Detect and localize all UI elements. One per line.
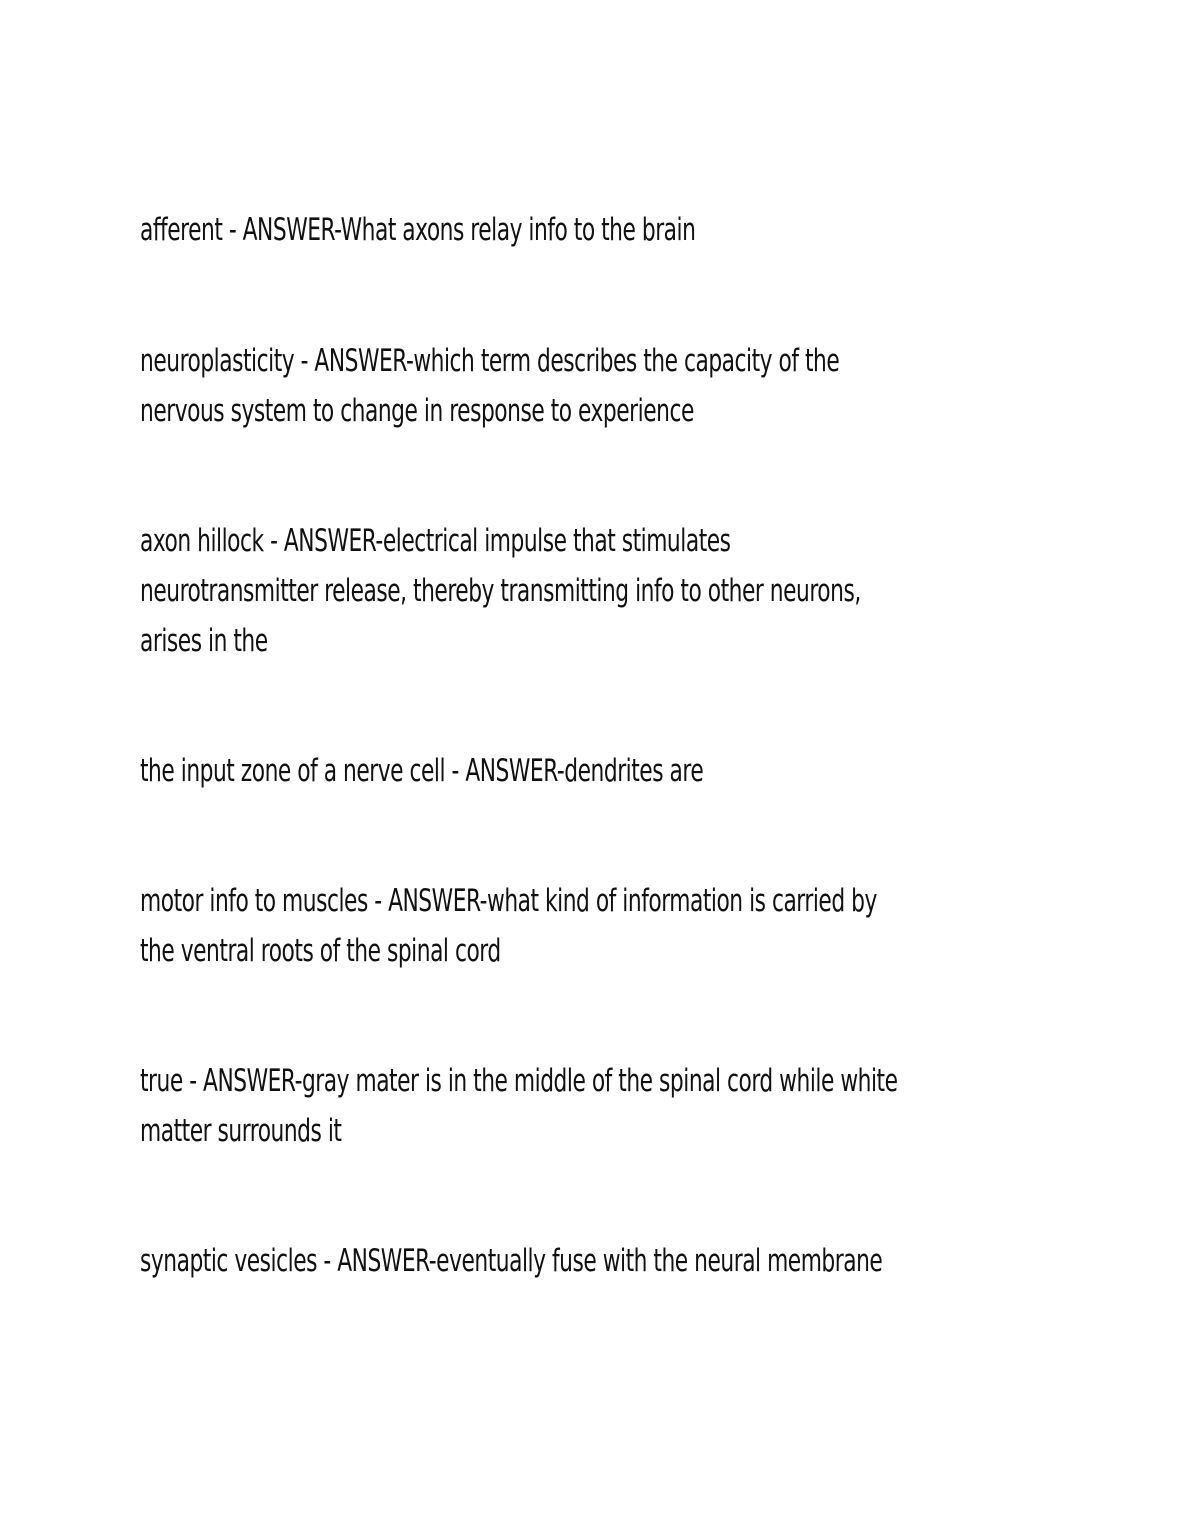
entry-line: nervous system to change in response to experience	[140, 393, 694, 429]
entry-line: the input zone of a nerve cell - ANSWER-dendrites are	[140, 753, 704, 789]
entry-line: afferent - ANSWER-What axons relay info to the brain	[140, 212, 696, 248]
entry-line: matter surrounds it	[140, 1113, 342, 1149]
qa-entry-synaptic-vesicles	[140, 1236, 1060, 1286]
qa-entry-gray-matter	[140, 1056, 1060, 1156]
entry-line: motor info to muscles - ANSWER-what kind of information is carried by	[140, 883, 877, 919]
qa-entry-motor-info	[140, 876, 1060, 976]
entry-line: neuroplasticity - ANSWER-which term describes the capacity of the	[140, 343, 840, 379]
entry-line: the ventral roots of the spinal cord	[140, 933, 501, 969]
qa-entry-afferent	[140, 205, 1060, 255]
qa-entry-input-zone	[140, 746, 1060, 796]
entry-line: axon hillock - ANSWER-electrical impulse that stimulates	[140, 523, 731, 559]
qa-entry-axon-hillock	[140, 516, 1060, 666]
entry-line: neurotransmitter release, thereby transmitting info to other neurons,	[140, 573, 861, 609]
entry-line: true - ANSWER-gray mater is in the middle of the spinal cord while white	[140, 1063, 898, 1099]
qa-entry-neuroplasticity	[140, 336, 1060, 436]
entry-line: synaptic vesicles - ANSWER-eventually fuse with the neural membrane	[140, 1243, 883, 1279]
entry-line: arises in the	[140, 623, 268, 659]
